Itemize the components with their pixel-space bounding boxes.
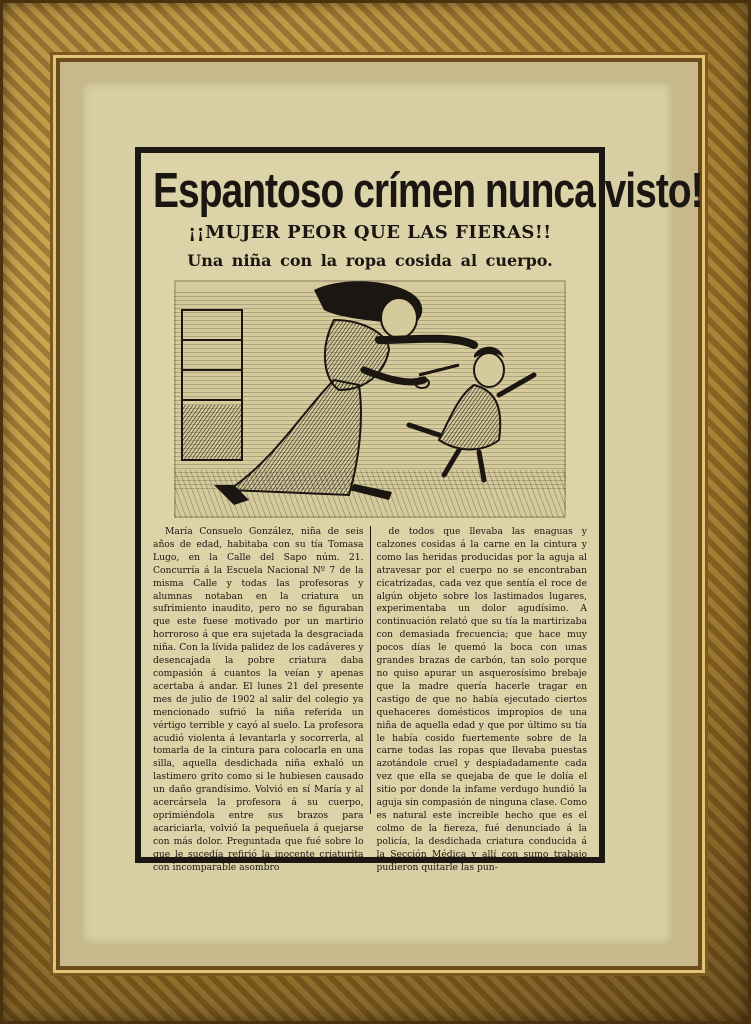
article-column-left [153, 526, 364, 873]
article-columns [153, 526, 587, 873]
secondary-subheadline: Una niña con la ropa cosida al cuerpo. [187, 251, 553, 270]
subheadline: ¡¡MUJER PEOR QUE LAS FIERAS!! [188, 222, 552, 243]
engraving-illustration [174, 280, 566, 518]
headline: Espantoso crímen nunca visto! [153, 164, 703, 219]
column-left-text: María Consuelo González, niña de seis años de edad, habitaba con su tía Tomasa Lugo, en la Calle del Sapo núm. 21. Concurría á la Escuela Nacional Nº 7 de la misma Calle y todas las profesoras y alumnas notaban en la criatura un sufrimiento inaudito, pero no se figuraban que este fuese motivado por un martirio horroroso á que era sujetada la desgraciada niña. Con la lívida palidez de los cadáveres y desencajada la pobre criatura daba compasión á cuantos la veían y apenas acertaba á andar. El lunes 21 del presente mes de julio de 1902 al salir del colegio ya mencionado sufrió la niña referida un vértigo terrible y cayó al suelo. La profesora acudió violenta á levantarla y socorrerla, al tomarla de la cintura para colocarla en una silla, aquella desdichada niña exhaló un lastimero grito como si le hubiesen causado un daño grandísimo. Volvió en sí María y al acercársela la profesora á su cuerpo, oprimiéndola entre sus brazos para acariciarla, volvió la pequeñuela á quejarse con más dolor. Preguntada que fué sobre lo que le sucedía refirió la inocente criaturita con incomparable asombro [153, 526, 364, 873]
column-right-text: de todos que llevaba las enaguas y calzones cosidas á la carne en la cintura y como las heridas producidas por la aguja al atravesar por el cuerpo no se encontraban cicatrizadas, cada vez que sentía el roce de algún objeto sobre los lastimados lugares, experimentaba un dolor agudísimo. A continuación relató que su tía la martirizaba con demasiada frecuencia; que hace muy pocos días le quemó la boca con unas grandes brazas de carbón, tan solo porque no quiso apurar un asquerosísimo brebaje que la madre quería hacerle tragar en castigo de que no había ejecutado ciertos quehaceres domésticos impropios de una niña de aquella edad y que por último su tía le había cosido fuertemente sobre de la carne todas las ropas que llevaba puestas azotándole cruel y despiadadamente cada vez que ella se quejaba de que le dolía el sitio por donde la infame verdugo hundió la aguja sin compasión de ninguna clase. Como es natural este increible hecho que es el colmo de la fiereza, fué denunciado á la policía, la desdichada criatura conducida á la Sección Médica y allí con sumo trabajo pudieron quitarle las pun- [376, 526, 587, 873]
broadside-sheet [135, 147, 703, 873]
article-column-right [376, 526, 588, 873]
column-divider [370, 526, 371, 814]
